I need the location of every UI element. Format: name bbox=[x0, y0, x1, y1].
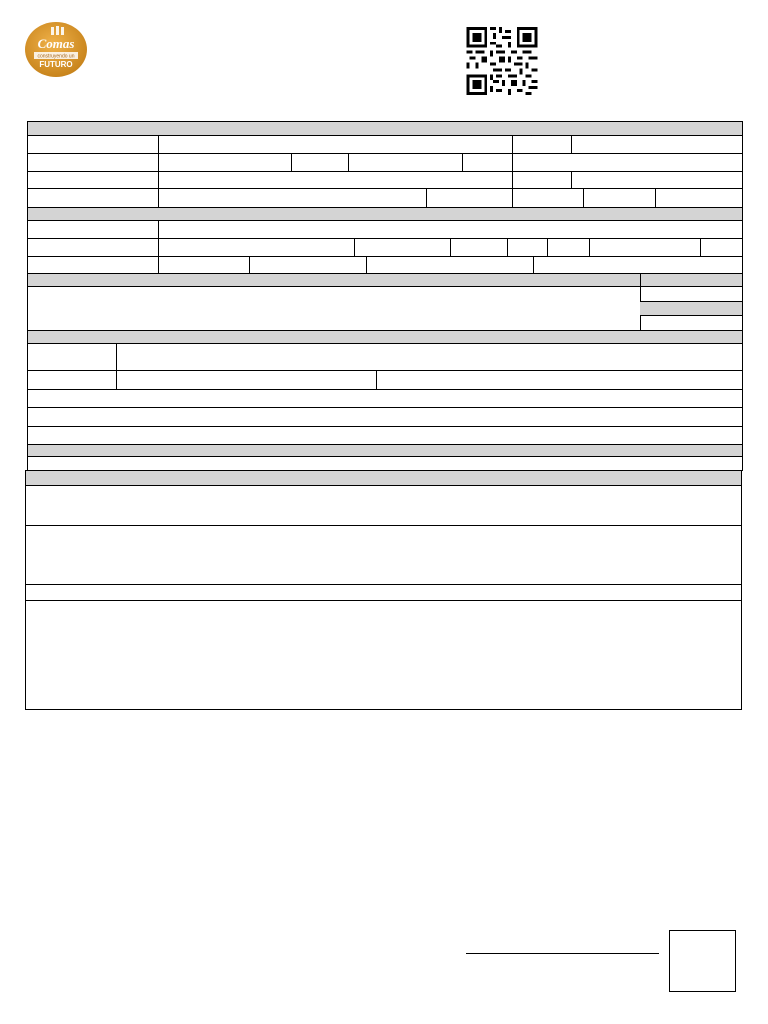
section-header-3 bbox=[28, 273, 742, 287]
form-table bbox=[27, 121, 743, 471]
section-header-6 bbox=[26, 471, 741, 486]
observations-box bbox=[25, 470, 742, 710]
logo-line1: Comas bbox=[37, 36, 75, 51]
section-header-1 bbox=[28, 122, 742, 136]
municipal-logo bbox=[24, 21, 88, 78]
section-header-5 bbox=[28, 444, 742, 457]
section-header-4 bbox=[28, 330, 742, 344]
qr-code-icon bbox=[466, 27, 538, 95]
fingerprint-box bbox=[669, 930, 736, 992]
signature-line bbox=[466, 953, 659, 954]
logo-line2: construyendo un bbox=[37, 53, 75, 60]
logo-line3: FUTURO bbox=[39, 60, 73, 69]
section-header-2 bbox=[28, 207, 742, 221]
